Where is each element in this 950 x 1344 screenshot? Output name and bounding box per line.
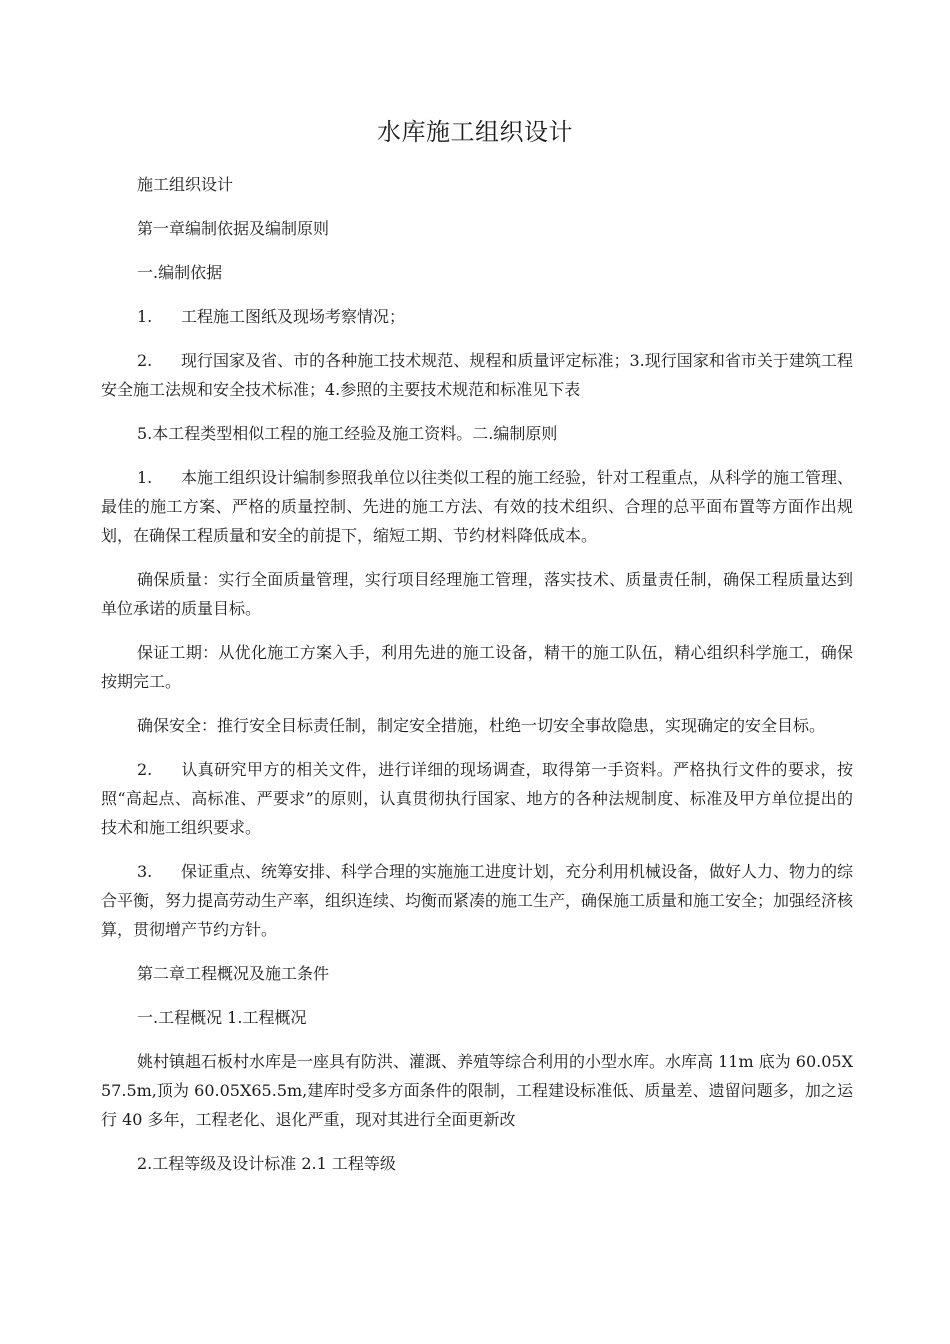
chapter-heading: 第一章编制依据及编制原则 (137, 219, 330, 238)
paragraph: 5.本工程类型相似工程的施工经验及施工资料。二.编制原则 (137, 424, 558, 443)
document-title: 水库施工组织设计 (377, 118, 573, 146)
chapter-heading: 第二章工程概况及施工条件 (137, 964, 330, 983)
numbered-paragraph (101, 755, 853, 842)
item-number: 2. (137, 351, 153, 370)
section-heading: 2.工程等级及设计标准 2.1 工程等级 (137, 1154, 396, 1173)
item-number: 1. (137, 307, 153, 326)
item-number: 3. (137, 862, 153, 881)
section-heading: 一.编制依据 (137, 263, 223, 282)
section-heading: 一.工程概况 1.工程概况 (137, 1008, 307, 1027)
numbered-paragraph (101, 463, 853, 550)
paragraph-text: 保证重点、统筹安排、科学合理的实施施工进度计划，充分利用机械设备，做好人力、物力的综合平衡，努力提高劳动生产率，组织连续、均衡而紧凑的施工生产，确保施工质量和施工安全；加强经济核算，贯彻增产节约方针。 (101, 862, 854, 939)
paragraph: 确保质量：实行全面质量管理，实行项目经理施工管理，落实技术、质量责任制，确保工程质量达到单位承诺的质量目标。 (101, 570, 853, 618)
paragraph: 姚村镇趄石板村水库是一座具有防洪、灌溉、养殖等综合利用的小型水库。水库高 11m 底为 60.05X57.5m,顶为 60.05X65.5m,建库时受多方面条件的限制，工程建设标准低、质量差、遗留问题多，加之运行 40 多年，工程老化、退化严重，现对其进行全面更新改 (101, 1052, 853, 1129)
document-body (101, 170, 853, 1193)
paragraph-text: 工程施工图纸及现场考察情况； (181, 307, 406, 326)
paragraph: 保证工期：从优化施工方案入手，利用先进的施工设备，精干的施工队伍，精心组织科学施工，确保按期完工。 (101, 643, 853, 691)
numbered-paragraph (101, 302, 853, 331)
paragraph: 施工组织设计 (137, 175, 234, 194)
item-number: 2. (137, 760, 153, 779)
paragraph-text: 本施工组织设计编制参照我单位以往类似工程的施工经验，针对工程重点，从科学的施工管理、最佳的施工方案、严格的质量控制、先进的施工方法、有效的技术组织、合理的总平面布置等方面作出规划，在确保工程质量和安全的前提下，缩短工期、节约材料降低成本。 (101, 468, 854, 545)
paragraph-text: 现行国家及省、市的各种施工技术规范、规程和质量评定标准；3.现行国家和省市关于建筑工程安全施工法规和安全技术标准；4.参照的主要技术规范和标准见下表 (101, 351, 853, 399)
item-number: 1. (137, 468, 153, 487)
numbered-paragraph (101, 346, 853, 404)
paragraph: 确保安全：推行安全目标责任制，制定安全措施，杜绝一切安全事故隐患，实现确定的安全目标。 (137, 716, 826, 735)
numbered-paragraph (101, 857, 853, 944)
paragraph-text: 认真研究甲方的相关文件，进行详细的现场调查，取得第一手资料。严格执行文件的要求，按照“高起点、高标准、严要求”的原则，认真贯彻执行国家、地方的各种法规制度、标准及甲方单位提出的技术和施工组织要求。 (101, 760, 853, 837)
